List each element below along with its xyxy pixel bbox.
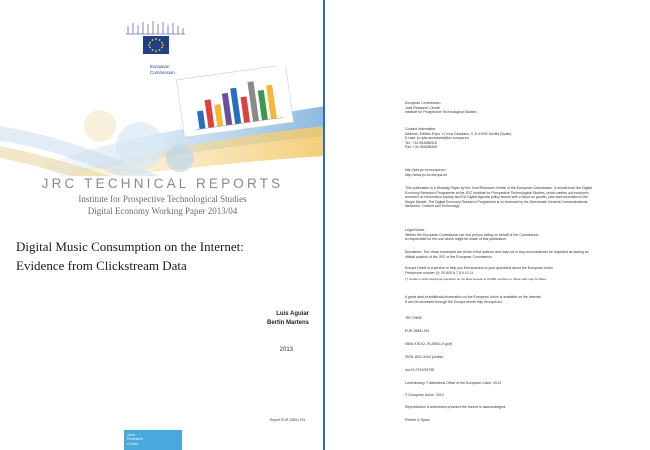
- publisher-line: Luxembourg: Publications Office of the European Union, 2013: [405, 381, 502, 385]
- copyright-line: © European Union, 2013: [405, 393, 444, 397]
- website-links: [405, 168, 645, 177]
- publication-description: This publication is a Working Paper by the Joint Research Centre of the European Commission. It results from the Digital Economy Research Programme at the JRC Institute for Prospective Technological Studies, which carries out economic research on information society and EU Digital Agenda policy issues with a focus on growth, jobs and innovation in the Single Market. The Digital Economy Research Programme is co-financed by the Directorate General Communications Networks, Content and Technology.: [405, 186, 592, 208]
- additional-information: A great deal of additional information on the European Union is available on the Internet. It can be accessed through the Europa server http://europa.eu/.: [405, 295, 542, 304]
- publisher-block: European Commission Joint Research Centre Institute for Prospective Technological Studies: [405, 101, 477, 114]
- institute-name: Institute for Prospective Technological Studies: [78, 194, 247, 204]
- european-commission-logo-text: European Commission: [150, 64, 175, 75]
- series-title: JRC TECHNICAL REPORTS: [41, 176, 284, 191]
- printed-in-line: Printed in Spain: [405, 418, 430, 422]
- publication-year: 2013: [279, 347, 293, 353]
- isbn-number: ISBN 978-92-79-28941-9 (pdf): [405, 342, 453, 346]
- working-paper-line: Digital Economy Working Paper 2013/04: [87, 206, 238, 216]
- report-number: Report EUR 25851 EN: [269, 418, 305, 422]
- author-name: Bertin Martens: [266, 320, 309, 326]
- disclaimer: Disclaimer: The views expressed are those of the authors and may not in any circumstances be regarded as stating an official position of the JRC or the European Commission.: [405, 250, 589, 259]
- freephone-footnote: (*) Certain mobile telephone operators do not allow access to 00 800 numbers or these calls may be billed.: [405, 277, 547, 281]
- issn-number: ISSN 1831-9424 (online): [405, 355, 444, 359]
- eur-number: EUR 25851 EN: [405, 329, 429, 333]
- jrc-logo-box: Joint Research Centre: [124, 430, 182, 450]
- document-title: Digital Music Consumption on the Internet: Evidence from Clickstream Data: [16, 239, 244, 273]
- legal-notice: Legal Notice Neither the European Commission nor any person acting on behalf of the Commission is responsible for the use which might be made of this publication.: [405, 228, 539, 241]
- doi-number: doi:10.2791/93798: [405, 368, 434, 372]
- european-commission-logo: [124, 20, 186, 64]
- jrc-website-link[interactable]: http://www.jrc.ec.europa.eu: [405, 172, 448, 177]
- cover-artwork: [0, 66, 325, 176]
- author-name: Luis Aguiar: [276, 311, 309, 317]
- europe-direct-info: Europe Direct is a service to help you find answers to your questions about the European Union Freephone number (*): 00 800 6 7 8 9 10 11: [405, 266, 554, 275]
- reproduction-notice: Reproduction is authorised provided the source is acknowledged.: [405, 405, 507, 409]
- contact-information: Contact information Address: Edificio Expo. C/ Inca Garcilaso, 3. E-41092 Sevilla (Spain) E-mail: jrc-ipts-secretariat@ec.europa.eu Tel.: +34 954488318 Fax: +34 954488300: [405, 127, 512, 149]
- legal-notice-page: [328, 0, 650, 450]
- ipts-website-link[interactable]: http://ipts.jrc.ec.europa.eu: [405, 168, 446, 172]
- authors: [189, 310, 309, 328]
- jrc-number: JRC79605: [405, 316, 422, 320]
